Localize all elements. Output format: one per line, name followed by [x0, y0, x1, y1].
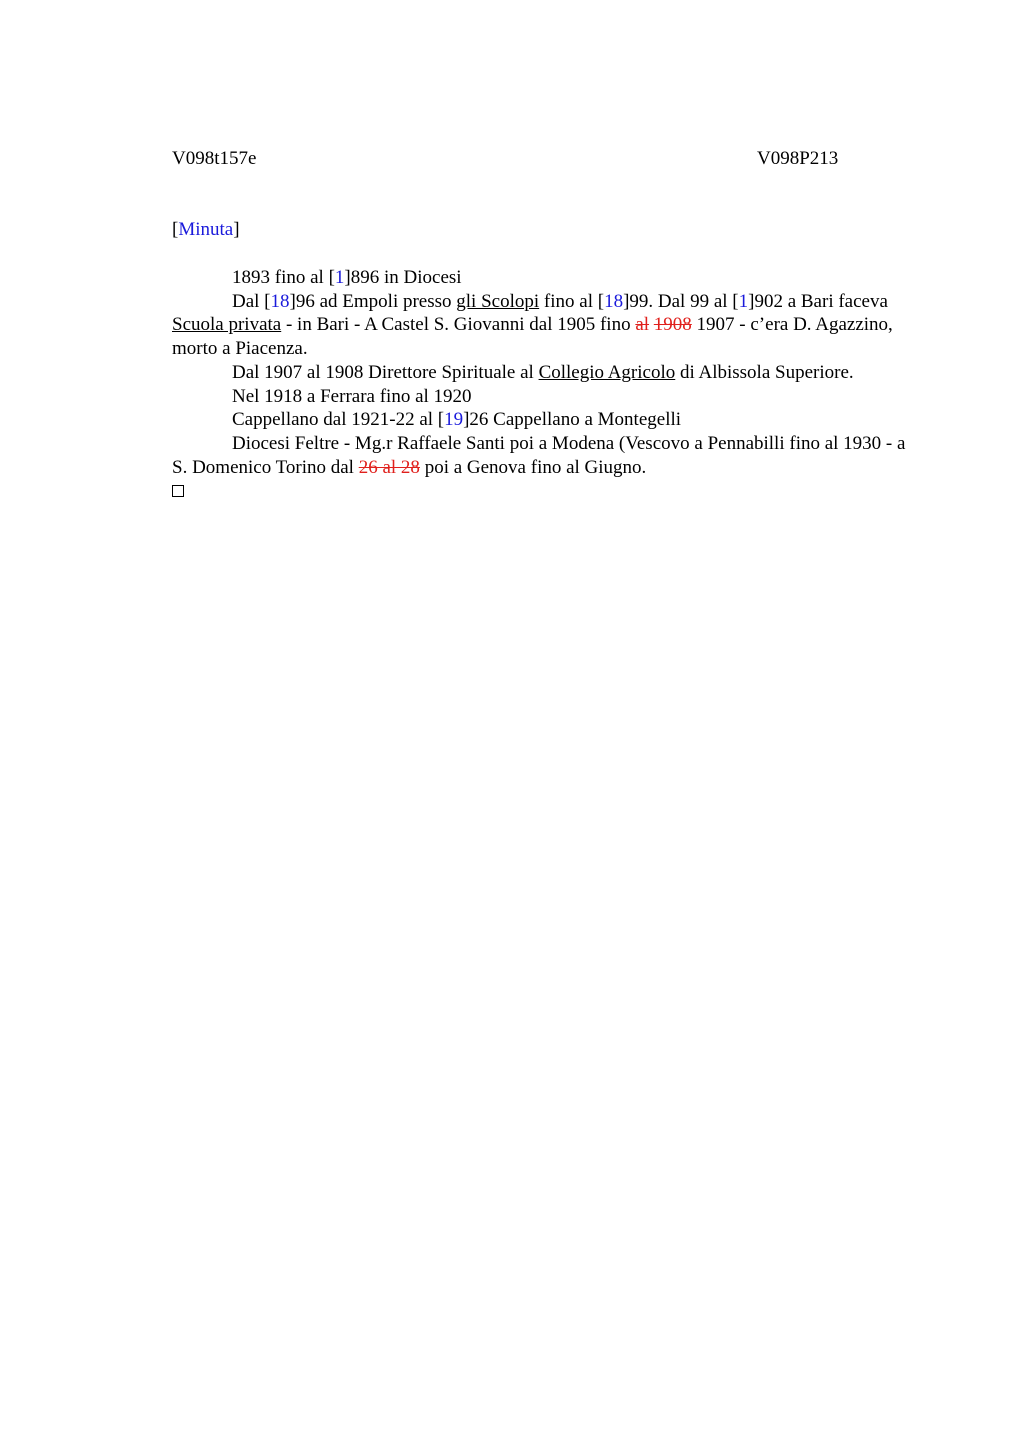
paragraph-1 [172, 266, 917, 290]
text-run: Diocesi Feltre - Mg.r Raffaele Santi poi a Modena (Vescovo a Pennabilli fino al 1930 - a S. Domenico Torino dal [172, 432, 906, 478]
square-outline-icon [172, 485, 184, 497]
minuta-text: Minuta [178, 219, 234, 240]
text-run: Cappellano dal 1921-22 al [ [232, 409, 445, 431]
text-run: ]896 in Diocesi [344, 267, 462, 288]
editorial-insertion: 19 [444, 409, 464, 431]
deleted-text: al [635, 314, 650, 336]
text-run: - in Bari - A Castel S. Giovanni dal 1905 fino [281, 314, 636, 336]
text-run: poi a Genova fino al Giugno. [419, 456, 647, 478]
paragraph-6 [172, 432, 917, 479]
editorial-insertion: 18 [270, 290, 290, 312]
minuta-label [172, 219, 240, 241]
document-body [172, 266, 917, 504]
underlined-text: gli Scolopi [456, 290, 540, 312]
deleted-text: 26 al 28 [358, 456, 420, 478]
text-run: 1893 fino al [ [232, 267, 335, 288]
text-run: fino al [ [539, 290, 605, 312]
text-run: ]96 ad Empoli presso [289, 290, 457, 312]
text-run: Nel 1918 a Ferrara fino al 1920 [232, 385, 472, 407]
minuta-open-bracket: [ [172, 219, 179, 240]
deleted-text: 1908 [653, 314, 692, 336]
paragraph-3 [172, 361, 917, 385]
editorial-insertion: 1 [738, 290, 749, 312]
underlined-text: Scuola privata [172, 314, 282, 336]
text-run: ]902 a Bari faceva [748, 290, 888, 312]
underlined-text: Collegio Agricolo [538, 361, 676, 383]
editorial-insertion: 1 [334, 267, 345, 288]
editorial-insertion: 18 [604, 290, 624, 312]
text-run: Dal [ [232, 290, 271, 312]
end-marker [172, 479, 917, 504]
document-code-right: V098P213 [757, 148, 839, 169]
paragraph-5 [172, 408, 917, 432]
text-run: 1907 - c’era D. Agazzino, morto a Piacenza. [172, 314, 893, 360]
text-run: Dal 1907 al 1908 Direttore Spirituale al [232, 361, 539, 383]
document-code-left: V098t157e [172, 148, 257, 169]
minuta-close-bracket: ] [233, 219, 240, 240]
paragraph-2 [172, 290, 917, 361]
text-run: di Albissola Superiore. [675, 361, 854, 383]
paragraph-4 [172, 385, 917, 409]
text-run: ]26 Cappellano a Montegelli [463, 409, 682, 431]
text-run: ]99. Dal 99 al [ [623, 290, 739, 312]
